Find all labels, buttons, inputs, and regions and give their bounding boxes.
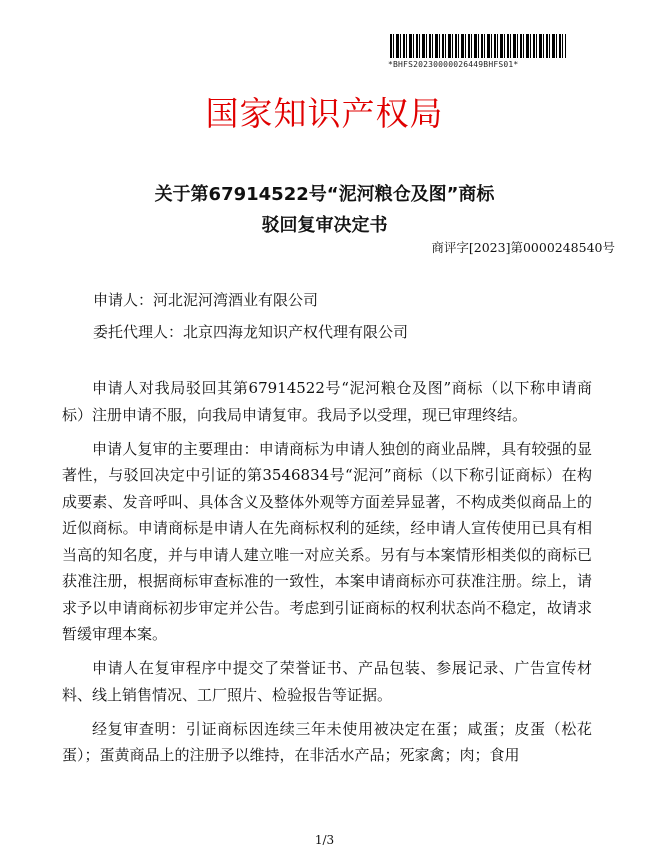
applicant-line: 申请人：河北泥河湾酒业有限公司 — [93, 291, 319, 309]
paragraph-reasons: 申请人复审的主要理由：申请商标为申请人独创的商业品牌，具有较强的显著性，与驳回决定中引证的第3546834号“泥河”商标（以下称引证商标）在构成要素、发音呼叫、具体含义及整体外观等方面差异显著，不构成类似商品上的近似商标。申请商标是申请人在先商标权利的延续，经申请人宣传使用已具有相当高的知名度，并与申请人建立唯一对应关系。另有与本案情形相类似的商标已获准注册，根据商标审查标准的一致性，本案申请商标亦可获准注册。综上，请求予以申请商标初步审定并公告。考虑到引证商标的权利状态尚不稳定，故请求暂缓审理本案。 — [62, 439, 592, 643]
document-number: 商评字[2023]第0000248540号 — [431, 240, 615, 255]
decision-body — [62, 375, 592, 776]
agent-line: 委托代理人：北京四海龙知识产权代理有限公司 — [93, 323, 409, 341]
barcode-image — [390, 34, 566, 58]
document-title-line-2: 驳回复审决定书 — [261, 215, 388, 236]
paragraph-evidence: 申请人在复审程序中提交了荣誉证书、产品包装、参展记录、广告宣传材料、线上销售情况、工厂照片、检验报告等证据。 — [62, 659, 592, 704]
barcode-number: *BHFS20230000026449BHFS01* — [388, 60, 519, 69]
agency-name: 国家知识产权局 — [205, 94, 444, 133]
page-number: 1/3 — [314, 833, 335, 847]
barcode-block — [388, 34, 568, 69]
paragraph-findings: 经复审查明：引证商标因连续三年未使用被决定在蛋；咸蛋；皮蛋（松花蛋）；蛋黄商品上的注册予以维持，在非活水产品；死家禽；肉；食用 — [62, 719, 592, 764]
paragraph-request: 申请人对我局驳回其第67914522号“泥河粮仓及图”商标（以下称申请商标）注册申请不服，向我局申请复审。我局予以受理，现已审理终结。 — [62, 379, 592, 424]
document-title-line-1: 关于第67914522号“泥河粮仓及图”商标 — [154, 184, 495, 205]
